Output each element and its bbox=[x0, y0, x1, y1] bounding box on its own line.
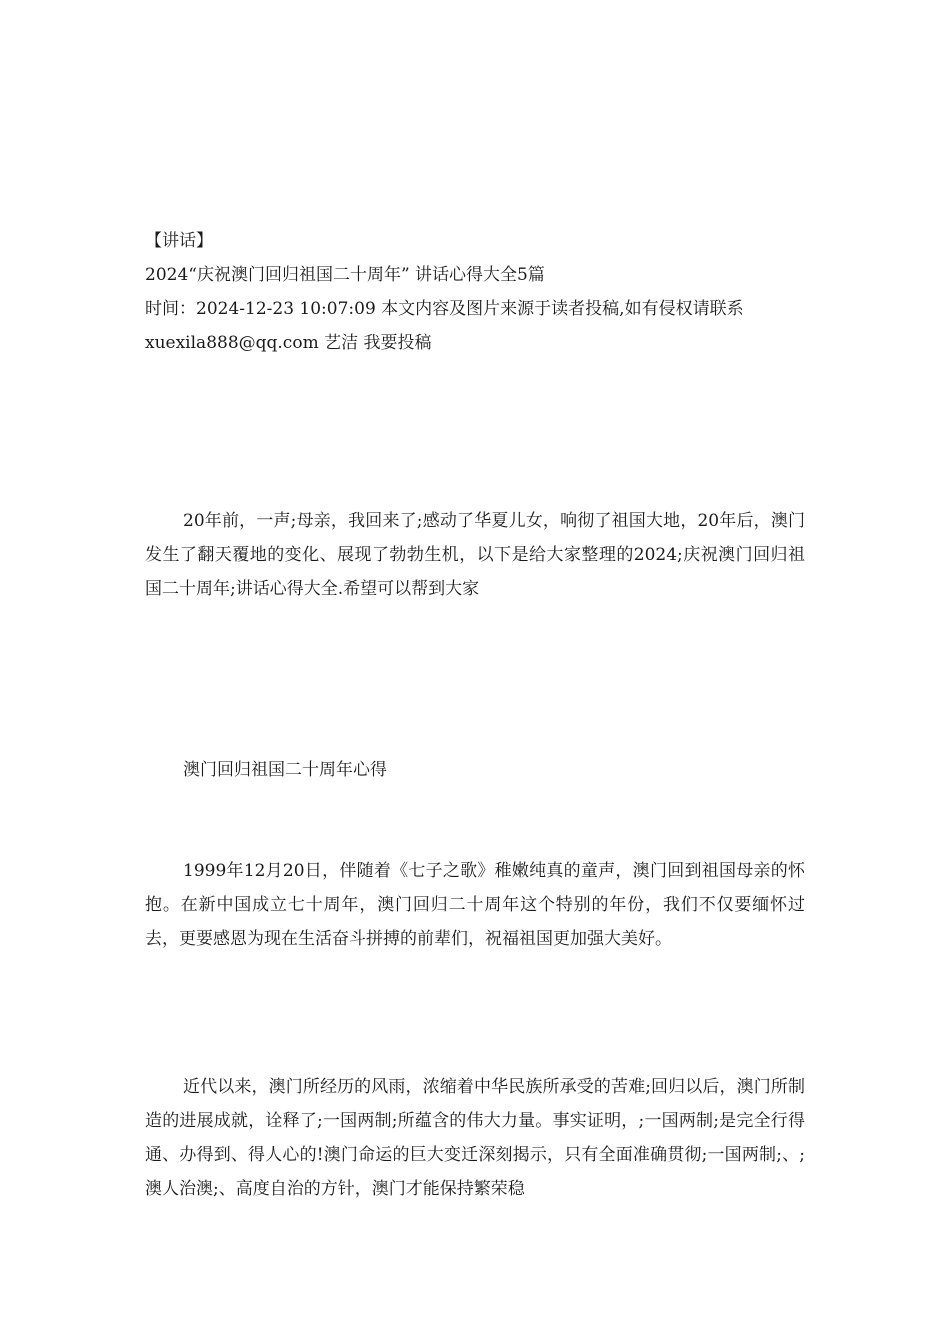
body-paragraph-1: 1999年12月20日，伴随着《七子之歌》稚嫩纯真的童声，澳门回到祖国母亲的怀抱。在新中国成立七十周年，澳门回归二十周年这个特别的年份，我们不仅要缅怀过去，更要感恩为现在生活奋斗拼搏的前辈们，祝福祖国更加强大美好。 bbox=[145, 861, 805, 949]
article-meta-contact: xuexila888@qq.com 艺洁 我要投稿 bbox=[145, 333, 432, 353]
category-label: 【讲话】 bbox=[145, 231, 213, 251]
article-meta-line: 时间：2024-12-23 10:07:09 本文内容及图片来源于读者投稿,如有侵权请联系 bbox=[145, 299, 744, 319]
intro-paragraph: 20年前，一声;母亲，我回来了;感动了华夏儿女，响彻了祖国大地，20年后，澳门发生了翻天覆地的变化、展现了勃勃生机，以下是给大家整理的2024;庆祝澳门回归祖国二十周年;讲话心得大全.希望可以帮到大家 bbox=[145, 511, 805, 599]
section-heading: 澳门回归祖国二十周年心得 bbox=[183, 760, 387, 780]
body-paragraph-2: 近代以来，澳门所经历的风雨，浓缩着中华民族所承受的苦难;回归以后，澳门所制造的进展成就，诠释了;一国两制;所蕴含的伟大力量。事实证明，;一国两制;是完全行得通、办得到、得人心的!澳门命运的巨大变迁深刻揭示，只有全面准确贯彻;一国两制;、;澳人治澳;、高度自治的方针，澳门才能保持繁荣稳 bbox=[145, 1077, 805, 1199]
article-title: 2024“庆祝澳门回归祖国二十周年” 讲话心得大全5篇 bbox=[145, 265, 545, 285]
